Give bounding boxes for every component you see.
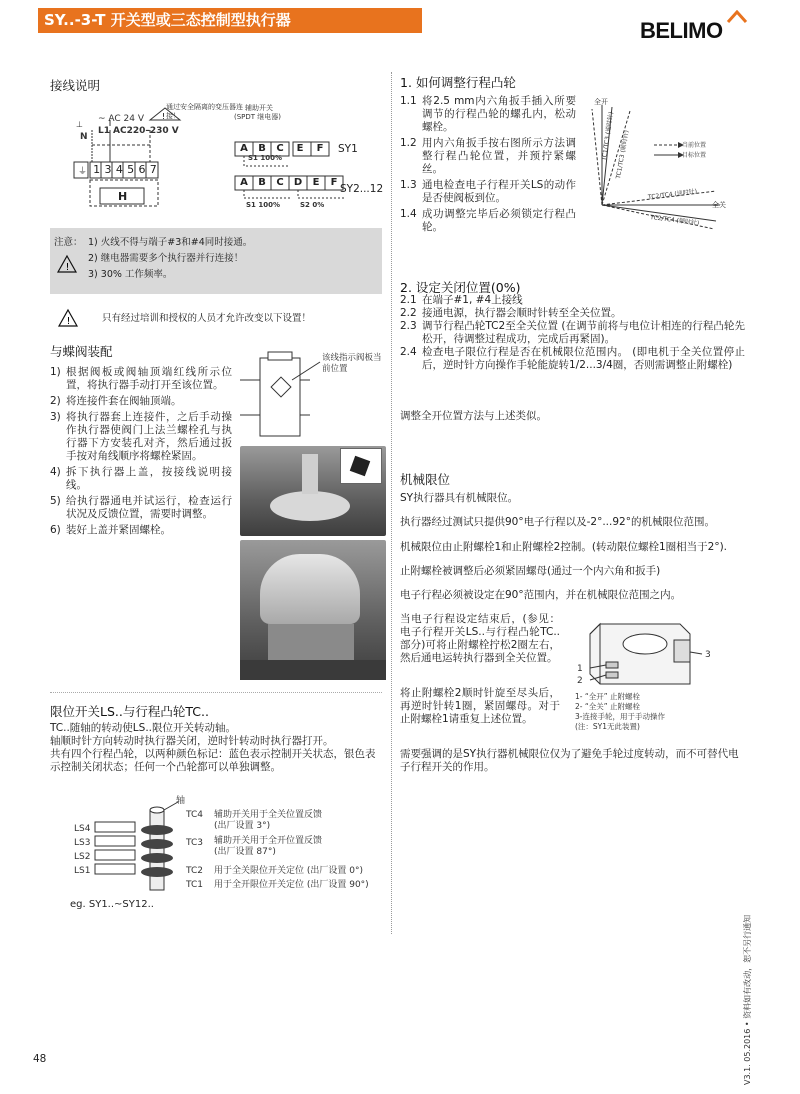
terminal-3: 3: [104, 163, 112, 176]
mech-limit-p3: 机械限位由止附螺栓1和止附螺栓2控制。(转动限位螺栓1圈相当于2°).: [400, 541, 728, 553]
stopper-legend: 1- “全开” 止附螺栓 2- “全关” 止附螺栓 3-连接手轮，用于手动操作 (注：SY1无此装置): [575, 692, 665, 731]
closed-step: 2.4 检查电子限位行程是否在机械限位范围内。 (即电机于全关位置停止后，逆时针方向操作手轮能旋转1/2...3/4圈，否则需调整止附螺栓): [400, 346, 745, 371]
tc1-tc3-label: TC1/TC3 (顺时针): [614, 129, 631, 180]
assembly-step: 4) 拆下执行器上盖，按接线说明接线。: [50, 466, 232, 491]
current-pos-label: 当前位置: [682, 142, 707, 149]
ls1-label: LS1: [74, 866, 91, 876]
wiring-title: 接线说明: [50, 78, 101, 93]
mech-limit-p5: 电子行程必须被设定在90°范围内，并在机械限位范围之内。: [400, 589, 682, 601]
adjust-step: 1.2 用内六角扳手按右图所示方法调整行程凸轮位置，并预拧紧螺丝。: [400, 137, 576, 175]
authorized-warning: 只有经过培训和授权的人员才允许改变以下设置！: [102, 313, 312, 324]
note-1: 1) 火线不得与端子#3和#4同时接通。: [88, 237, 253, 248]
page-header: SY..-3-T 开关型或三态控制型执行器: [38, 8, 422, 33]
svg-text:!: !: [162, 112, 166, 121]
assembly-steps: [50, 366, 232, 540]
tc2-tc4-ccw-label: TC2/TC4 (逆时针): [647, 188, 698, 201]
closed-pos-title: 2. 设定关闭位置(0%): [400, 280, 521, 295]
sy2-letter-d: D: [293, 177, 303, 188]
callout-3: 3: [705, 650, 711, 660]
mech-limit-p8: 需要强调的是SY执行器机械限位仅为了避免手轮过度转动，而不可替代电子行程开关的作用。: [400, 748, 739, 773]
aux-switch-sub: (SPDT 继电器): [234, 113, 282, 121]
actuator-photo: [240, 540, 386, 680]
cam-assembly-drawing: [90, 800, 190, 900]
adjust-cam-steps: [400, 95, 576, 237]
terminal-6: 6: [138, 163, 146, 176]
mech-limit-title: 机械限位: [400, 472, 451, 487]
tc4-label: TC4: [186, 810, 203, 820]
tc1-label: TC1: [186, 880, 203, 890]
sy1-letter-f: F: [316, 143, 324, 154]
adjust-step: 1.3 通电检查电子行程开关LS的动作是否使阀板到位。: [400, 179, 576, 204]
terminal-4: 4: [115, 163, 123, 176]
assembly-step: 6) 装好上盖并紧固螺栓。: [50, 524, 171, 536]
closed-step: 2.2 接通电源，执行器会顺时针转至全关位置。: [400, 307, 622, 319]
aux-switch-label: 辅助开关: [245, 104, 273, 112]
target-pos-label: 目标位置: [682, 152, 707, 159]
svg-text:⏚: ⏚: [78, 167, 88, 177]
brand-name: BELIMO: [640, 18, 723, 43]
full-open-label: 全开: [594, 98, 608, 106]
version-note: V3.1. 05.2016 • 资料如有改动，恕不另行通知: [743, 914, 752, 1085]
assembly-title: 与蝶阀装配: [50, 344, 113, 359]
limit-switch-title: 限位开关LS..与行程凸轮TC..: [50, 704, 209, 719]
tc1-tc3-ccw-label: TC1/TC3 (逆时针): [600, 111, 615, 162]
sy1-letter-a: A: [240, 143, 248, 154]
assembly-step: 1) 根据阀板或阀轴顶端红线所示位置，将执行器手动打开至该位置。: [50, 366, 232, 391]
sy2-letter-a: A: [240, 177, 248, 188]
adjust-cam-title: 1. 如何调整行程凸轮: [400, 75, 516, 90]
h-label: H: [118, 190, 128, 203]
tc3-label: TC3: [186, 838, 203, 848]
stopper-drawing: [570, 614, 720, 694]
mech-limit-p4: 止附螺栓被调整后必须紧固螺母(通过一个内六角和扳手): [400, 565, 661, 577]
terminal-1: 1: [93, 163, 101, 176]
coupling-photo: [240, 446, 386, 536]
wiring-ground-label: ⊥: [76, 120, 83, 129]
valve-callout: 该线指示阀板当前位置: [322, 353, 382, 374]
mech-limit-p6: 当电子行程设定结束后，(参见：电子行程开关LS..与行程凸轮TC..部分)可将止附螺栓拧松2圈左右，然后通电运转执行器到全关位置。: [400, 613, 560, 664]
tc3-sub: (出厂设置 87°): [214, 847, 276, 857]
sy2-letters: [235, 177, 343, 188]
adjust-step: 1.4 成功调整完毕后必须锁定行程凸轮。: [400, 208, 576, 233]
tc1-desc: 用于全开限位开关定位 (出厂设置 90°): [214, 880, 369, 890]
sy2-letter-b: B: [258, 177, 266, 188]
sy1-letter-c: C: [276, 143, 284, 154]
sy2-s2-label: S2 0%: [300, 201, 325, 209]
ls2-label: LS2: [74, 852, 91, 862]
closed-step: 2.1 在端子#1, #4上接线: [400, 294, 523, 306]
sy1-label: SY1: [338, 143, 358, 155]
svg-text:!: !: [66, 316, 71, 327]
sy2-letter-f: F: [330, 177, 338, 188]
mech-limit-p1: SY执行器具有机械限位。: [400, 492, 519, 504]
mech-limit-p7: 将止附螺栓2顺时针旋至尽头后，再逆时针转1圈，紧固螺母。对于止附螺栓1请重复上述位置。: [400, 687, 560, 725]
limit-switch-text: TC..随轴的转动使LS..限位开关转动轴。 轴顺时针方向转动时执行器关闭，逆时针转动时执行器打开。 共有四个行程凸轮，以两种颜色标记：蓝色表示控制开关状态，银色表示控制关闭状态；任何一个凸轮都可以单独调整。: [50, 722, 376, 773]
model-example: eg. SY1..~SY12..: [70, 899, 154, 910]
ls3-label: LS3: [74, 838, 91, 848]
terminal-5: 5: [127, 163, 135, 176]
transformer-note: 通过安全隔离的变压器连接！: [166, 103, 243, 120]
logo-mark-icon: [726, 10, 748, 24]
note-2: 2) 继电器需要多个执行器并行连接！: [88, 253, 244, 264]
terminal-numbers: [91, 163, 159, 176]
sy2-letter-c: C: [276, 177, 284, 188]
notes-label: 注意：: [54, 237, 83, 248]
full-close-label: 全关: [712, 201, 726, 209]
sy2-letter-e: E: [312, 177, 320, 188]
tc2-desc: 用于全关限位开关定位 (出厂设置 0°): [214, 866, 363, 876]
column-divider: [391, 72, 392, 934]
callout-2: 2: [577, 676, 583, 686]
assembly-step: 5) 给执行器通电并试运行，检查运行状况及反馈位置，需要时调整。: [50, 495, 232, 520]
ls4-label: LS4: [74, 824, 91, 834]
wiring-l1-label: L1: [98, 126, 110, 136]
closed-step: 2.3 调节行程凸轮TC2至全关位置 (在调节前将与电位计相连的行程凸轮先松开，待调整过程成功，完成后再紧固)。: [400, 320, 745, 345]
section-divider: [50, 692, 382, 693]
closed-pos-after: 调整全开位置方法与上述类似。: [400, 410, 547, 422]
sy2-s1-label: S1 100%: [246, 201, 280, 209]
adjust-step: 1.1 将2.5 mm内六角扳手插入所要调节的行程凸轮的螺孔内，松动螺栓。: [400, 95, 576, 133]
sy1-letter-e: E: [296, 143, 304, 154]
tc4-sub: (出厂设置 3°): [214, 821, 271, 831]
tc4-desc: 辅助开关用于全关位置反馈: [214, 810, 323, 820]
warning-icon: [56, 254, 78, 274]
assembly-step: 2) 将连接件套在阀轴顶端。: [50, 395, 182, 407]
axis-label: 轴: [176, 796, 186, 806]
version-note-container: [712, 905, 772, 1085]
closed-pos-steps: [400, 294, 745, 372]
terminal-7: 7: [149, 163, 157, 176]
tc3-desc: 辅助开关用于全开位置反馈: [214, 836, 323, 846]
wiring-ac230-label: AC220–230 V: [113, 126, 179, 136]
callout-1: 1: [577, 664, 583, 674]
warning-triangle-icon: [57, 308, 79, 328]
sy1-s1-label: S1 100%: [248, 154, 282, 162]
mech-limit-p2: 执行器经过测试只提供90°电子行程以及-2°...92°的机械限位范围。: [400, 516, 715, 528]
sy2-label: SY2...12: [340, 183, 384, 195]
note-3: 3) 30% 工作频率。: [88, 269, 173, 280]
page-number: 48: [33, 1053, 47, 1065]
notes-box: [50, 228, 382, 294]
wiring-n-label: N: [80, 132, 88, 142]
belimo-logo: [640, 10, 750, 43]
assembly-step: 3) 将执行器套上连接件，之后手动操作执行器使阀门上法兰螺栓孔与执行器下方安装孔对齐，然后通过扳手按对角线顺序将螺栓紧固。: [50, 411, 232, 462]
sy1-letter-b: B: [258, 143, 266, 154]
tc2-label: TC2: [186, 866, 203, 876]
wiring-ac24-label: ~ AC 24 V: [98, 114, 145, 124]
svg-text:!: !: [65, 262, 70, 273]
tc2-tc4-label: TC2/TC4 (顺时针): [649, 214, 700, 227]
